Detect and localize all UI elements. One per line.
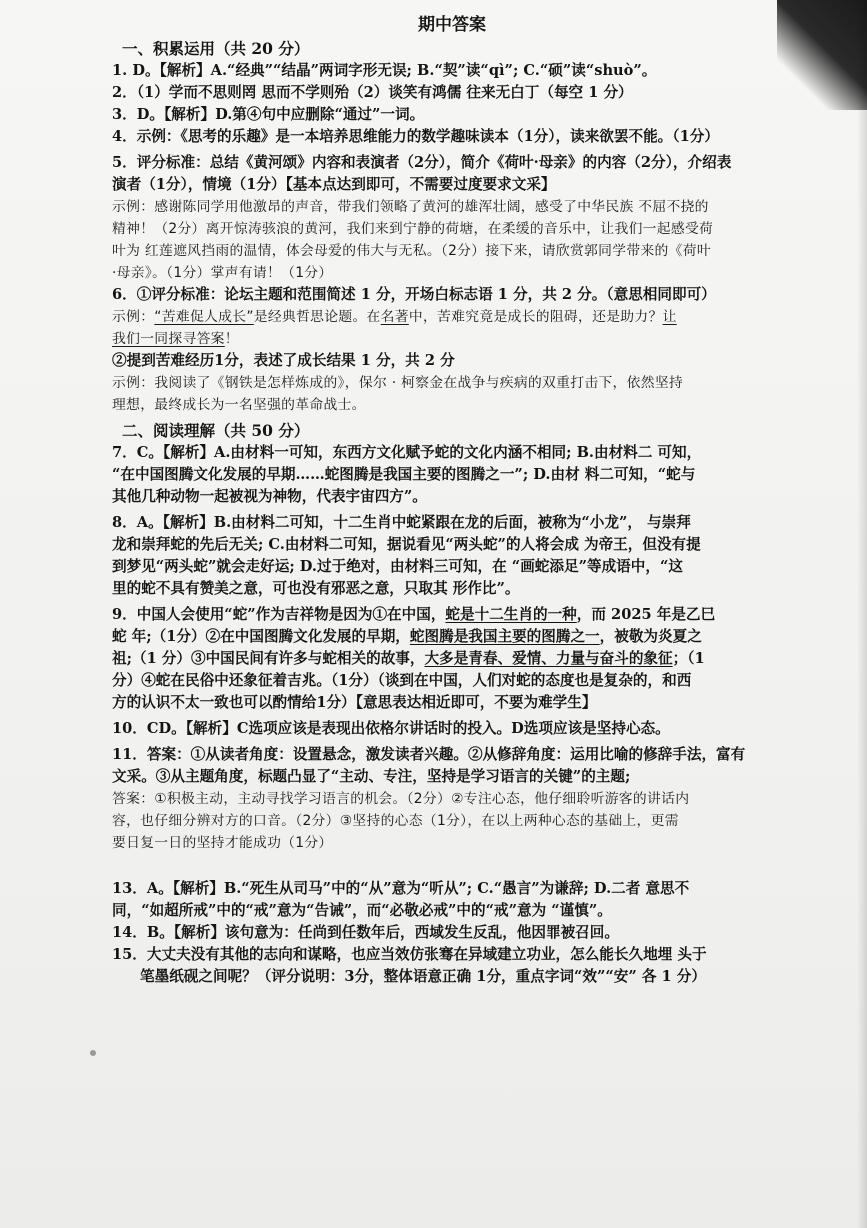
answer-q13-line1: 13．A。【解析】B.“死生从司马”中的“从”意为“听从”; C.“愚言”为谦辞; D.二者 意思不 — [112, 880, 690, 897]
section-heading-1: 一、积累运用（共 20 分） — [122, 39, 310, 58]
answer-q11-hand-1: 答案：①积极主动，主动寻找学习语言的机会。（2分）②专注心态，他仔细聆听游客的讲话内 — [112, 791, 690, 807]
answer-q7-line1: 7．C。【解析】A.由材料一可知，东西方文化赋予蛇的文化内涵不相同; B.由材料二 可知， — [112, 444, 702, 461]
answer-q8-line3: 到梦见“两头蛇”就会走好运; D.过于绝对，由材料三可知，在 “画蛇添足”等成语中，“这 — [112, 558, 683, 575]
answer-q4: 4．示例：《思考的乐趣》是一本培养思维能力的数学趣味读本（1分），读来欲罢不能。（1分） — [112, 128, 719, 145]
answer-q8-line1: 8．A。【解析】B.由材料二可知，十二生肖中蛇紧跟在龙的后面，被称为“小龙”， 与崇拜 — [112, 514, 691, 531]
q6-underlined-topic: “苦难促人成长” — [154, 309, 254, 325]
answer-q5-line2: 演者（1分），情境（1分）【基本点达到即可，不需要过度要求文采】 — [112, 176, 556, 193]
q9-text-5: 祖;（1 分）③中国民间有许多与蛇相关的故事， — [112, 650, 425, 667]
q9-text-1: 9．中国人会使用“蛇”作为吉祥物是因为①在中国， — [112, 606, 446, 623]
answer-q5-example-4: ·母亲》。（1分）掌声有请！（1分） — [112, 265, 333, 281]
scan-speck — [90, 1050, 96, 1056]
answer-q11-line2: 文采。③从主题角度，标题凸显了“主动、专注，坚持是学习语言的关键”的主题; — [112, 768, 631, 785]
answer-q8-line2: 龙和崇拜蛇的先后无关; C.由材料二可知，据说看见“两头蛇”的人将会成 为帝王，但没有提 — [112, 536, 701, 553]
answer-q5-example-1: 示例：感谢陈同学用他激昂的声音，带我们领略了黄河的雄浑壮阔，感受了中华民族 不屈不挠的 — [112, 199, 709, 215]
answer-q5-line1: 5．评分标准：总结《黄河颂》内容和表演者（2分），简介《荷叶·母亲》的内容（2分），介绍表 — [112, 154, 732, 171]
answer-q11-hand-2: 容，也仔细分辨对方的口音。（2分）③坚持的心态（1分），在以上两种心态的基础上，更需 — [112, 813, 679, 829]
q9-underlined-symbol: 大多是青春、爱情、力量与奋斗的象征 — [424, 650, 673, 667]
answer-q9-line3 — [112, 648, 792, 670]
answer-q11-hand-3: 要日复一日的坚持才能成功（1分） — [112, 835, 333, 851]
scan-edge-shadow — [857, 0, 867, 1228]
answer-q15-line2: 笔墨纸砚之间呢？（评分说明：3分，整体语意正确 1分，重点字词“效”“安” 各 1 分） — [140, 968, 706, 985]
answer-q6-example-2 — [112, 328, 792, 350]
answer-q6-line1: 6．①评分标准：论坛主题和范围简述 1 分，开场白标志语 1 分，共 2 分。（意思相同即可） — [112, 286, 716, 303]
q9-underlined-zodiac: 蛇是十二生肖的一种 — [445, 606, 577, 623]
answer-q1: 1. D。【解析】A.“经典”“结晶”两词字形无误; B.“契”读“qì”; C.“硕”读“shuò”。 — [112, 62, 657, 79]
answer-q11-line1: 11．答案：①从读者角度：设置悬念，激发读者兴趣。②从修辞角度：运用比喻的修辞手法，富有 — [112, 746, 746, 763]
q9-underlined-totem: 蛇图腾是我国主要的图腾之一 — [409, 628, 600, 645]
answer-q7-line2: “在中国图腾文化发展的早期……蛇图腾是我国主要的图腾之一”; D.由材 料二可知，“蛇与 — [112, 466, 696, 483]
q6-text-a: 是经典哲思论题。在 — [253, 309, 381, 325]
q6-text-b: 中，苦难究竟是成长的阻碍，还是助力？ — [408, 309, 663, 325]
q9-text-3: 蛇 年;（1分）②在中国图腾文化发展的早期， — [112, 628, 410, 645]
answer-q5-example-3: 叶为 红莲遮风挡雨的温情，体会母爱的伟大与无私。（2分）接下来，请欣赏郭同学带来的《荷叶 — [112, 243, 711, 259]
q6-underlined-classic: 名著 — [380, 309, 409, 325]
q9-text-6: ；（1 — [672, 650, 705, 667]
answer-q6-example-1 — [112, 306, 792, 328]
section-heading-2: 二、阅读理解（共 50 分） — [122, 421, 310, 440]
answer-q14: 14．B。【解析】该句意为：任尚到任数年后，西域发生反乱，他因罪被召回。 — [112, 924, 619, 941]
q6-underlined-let: 让 — [662, 309, 677, 325]
answer-q9-line2 — [112, 626, 792, 648]
answer-q9-line4: 分）④蛇在民俗中还象征着吉兆。（1分）（谈到在中国，人们对蛇的态度也是复杂的，和西 — [112, 672, 692, 689]
page-title: 期中答案 — [418, 15, 486, 35]
answer-q3: 3．D。【解析】D.第④句中应删除“通过”一词。 — [112, 106, 425, 123]
q6-underlined-explore: 我们一同探寻答案 — [112, 331, 225, 347]
q9-text-2: ，而 2025 年是乙巳 — [576, 606, 716, 623]
q9-text-4: ，被敬为炎夏之 — [599, 628, 702, 645]
answer-q6-example-3: 示例：我阅读了《钢铁是怎样炼成的》，保尔 · 柯察金在战争与疾病的双重打击下，依然坚持 — [112, 375, 684, 391]
answer-q7-line3: 其他几种动物一起被视为神物，代表宇宙四方”。 — [112, 488, 427, 505]
answer-q2: 2．（1）学而不思则罔 思而不学则殆（2）谈笑有鸿儒 往来无白丁（每空 1 分） — [112, 84, 633, 101]
answer-q9-line1 — [112, 604, 792, 626]
answer-q6-line2: ②提到苦难经历1分，表述了成长结果 1 分，共 2 分 — [112, 352, 455, 369]
answer-q6-example-4: 理想，最终成长为一名坚强的革命战士。 — [112, 397, 366, 413]
answer-sheet — [112, 14, 792, 988]
answer-q9-line5: 方的认识不太一致也可以酌情给1分）【意思表达相近即可，不要为难学生】 — [112, 694, 597, 711]
answer-q10: 10．CD。【解析】C选项应该是表现出依格尔讲话时的投入。D选项应该是坚持心态。 — [112, 720, 670, 737]
answer-q8-line4: 里的蛇不具有赞美之意，可也没有邪恶之意，只取其 形作比”。 — [112, 580, 520, 597]
answer-q15-line1: 15．大丈夫没有其他的志向和谋略，也应当效仿张骞在异域建立功业，怎么能长久地埋 头于 — [112, 946, 707, 963]
answer-q13-line2: 同，“如超所戒”中的“戒”意为“告诫”，而“必敬必戒”中的“戒”意为 “谨慎”。 — [112, 902, 612, 919]
answer-q5-example-2: 精神！（2分）离开惊涛骇浪的黄河，我们来到宁静的荷塘，在柔缓的音乐中，让我们一起感受荷 — [112, 221, 714, 237]
q6-example-label: 示例： — [112, 309, 155, 325]
q6-exclaim: ！ — [224, 331, 239, 347]
